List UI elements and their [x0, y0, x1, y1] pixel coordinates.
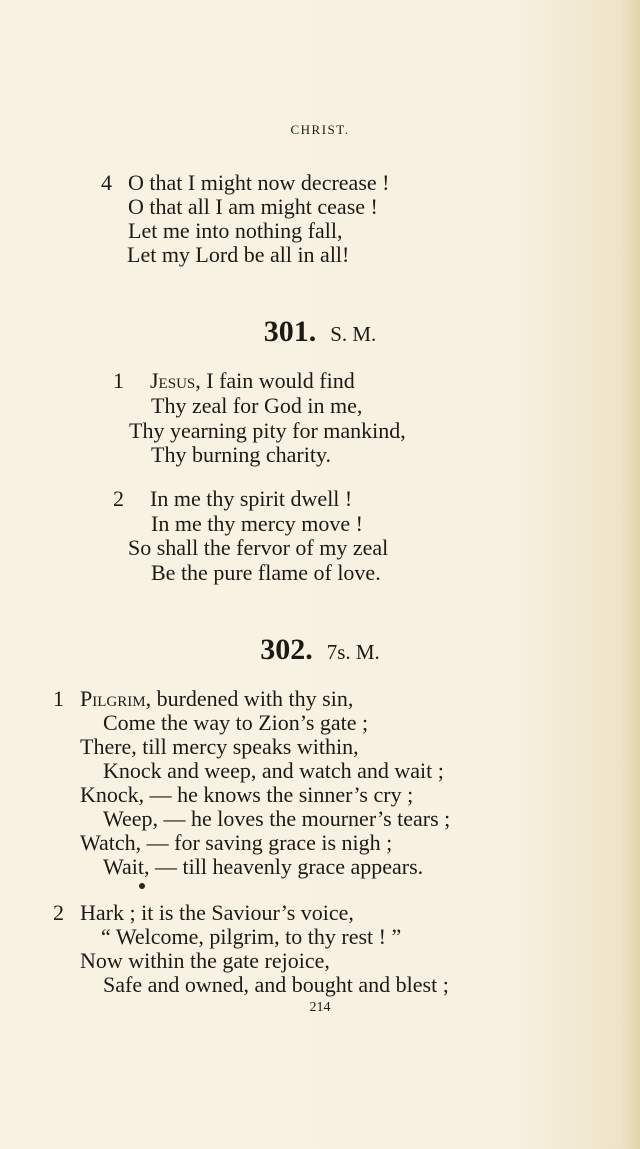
- verse-line: [150, 370, 355, 392]
- verse-line: O that I might now decrease !: [128, 170, 390, 195]
- hymn-number: 302.: [260, 633, 313, 666]
- verse-line: [80, 688, 353, 710]
- verse-line: In me thy mercy move !: [151, 511, 363, 536]
- verse-line-rest: , I fain would find: [195, 368, 355, 393]
- verse-line: Thy zeal for God in me,: [151, 393, 363, 418]
- running-head: CHRIST.: [290, 122, 350, 137]
- verse-line: Weep, — he loves the mourner’s tears ;: [103, 806, 451, 831]
- first-word: Pilgrim: [80, 686, 146, 711]
- hymn-meter: S. M.: [330, 322, 377, 346]
- verse-line-rest: , burdened with thy sin,: [145, 686, 354, 711]
- verse-line: Thy burning charity.: [151, 442, 332, 467]
- verse-line: “ Welcome, pilgrim, to thy rest ! ”: [101, 924, 402, 949]
- stanza-number: 2: [53, 900, 64, 925]
- page-number: 214: [309, 1000, 331, 1015]
- hymn-number: 301.: [263, 315, 317, 348]
- verse-line: Wait, — till heavenly grace appears.: [103, 854, 424, 879]
- stanza-number: 1: [113, 368, 124, 393]
- ink-speck: [139, 883, 145, 889]
- verse-line: Come the way to Zion’s gate ;: [103, 710, 369, 735]
- verse-line: Knock and weep, and watch and wait ;: [103, 758, 444, 783]
- stanza-number: 4: [101, 170, 112, 195]
- hymn-heading: [0, 317, 640, 347]
- verse-line: So shall the fervor of my zeal: [128, 535, 389, 560]
- verse-line: Now within the gate rejoice,: [80, 948, 330, 973]
- hymn-heading: [0, 635, 640, 665]
- verse-line: Safe and owned, and bought and blest ;: [103, 972, 449, 997]
- verse-line: Knock, — he knows the sinner’s cry ;: [80, 782, 414, 807]
- verse-line: O that all I am might cease !: [128, 194, 378, 219]
- verse-line: Be the pure flame of love.: [151, 560, 381, 585]
- verse-line: Watch, — for saving grace is nigh ;: [80, 830, 393, 855]
- hymn-meter: 7s. M.: [326, 640, 380, 664]
- verse-line: Hark ; it is the Saviour’s voice,: [80, 900, 354, 925]
- verse-line: In me thy spirit dwell !: [150, 486, 353, 511]
- verse-line: There, till mercy speaks within,: [80, 734, 359, 759]
- verse-line: Let my Lord be all in all!: [127, 242, 350, 267]
- stanza-number: 2: [113, 486, 124, 511]
- verse-line: Let me into nothing fall,: [128, 218, 343, 243]
- first-word: Jesus: [150, 368, 196, 393]
- verse-line: Thy yearning pity for mankind,: [129, 418, 406, 443]
- stanza-number: 1: [53, 686, 64, 711]
